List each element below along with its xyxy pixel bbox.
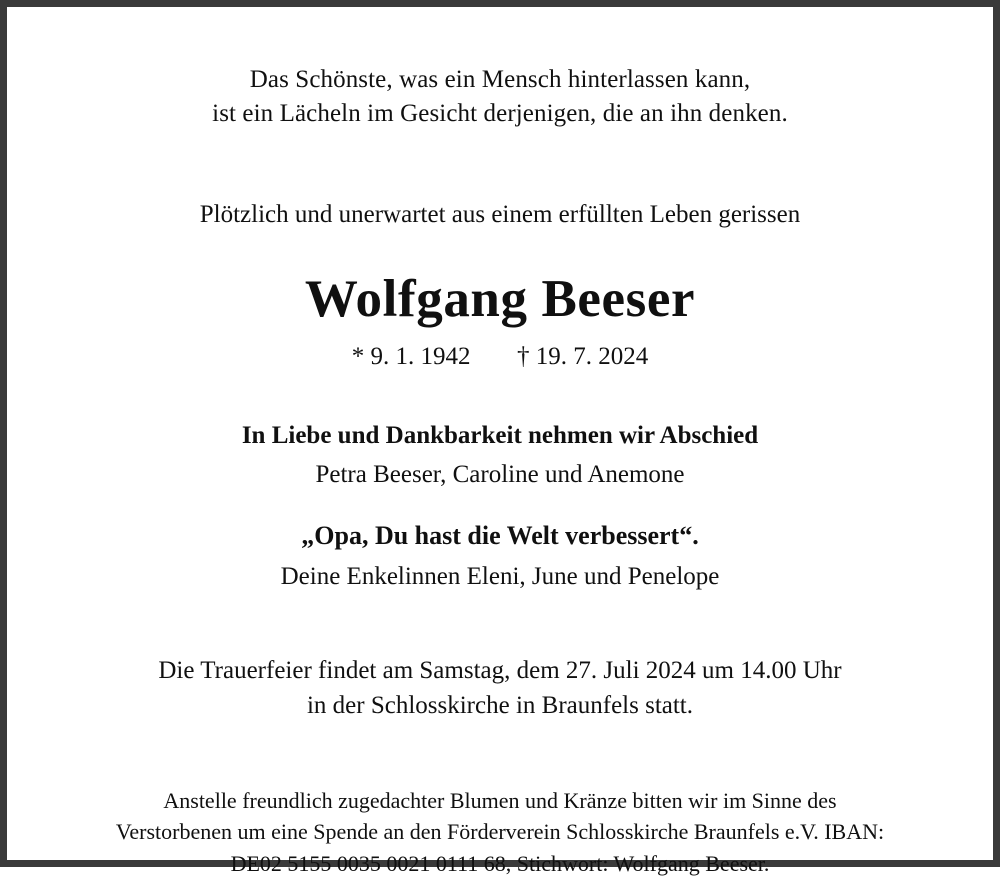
deceased-name: Wolfgang Beeser (304, 269, 696, 328)
grandchildren-quote: „Opa, Du hast die Welt verbessert“. (301, 521, 699, 551)
donation-request (67, 785, 933, 879)
funeral-details (67, 654, 933, 723)
intro-text: Plötzlich und unerwartet aus einem erfüllten Leben gerissen (199, 201, 801, 228)
life-dates (67, 342, 933, 372)
verse-line-1: Das Schönste, was ein Mensch hinterlassen kann, (249, 66, 751, 93)
verse-line-2: ist ein Lächeln im Gesicht derjenigen, die an ihn denken. (212, 100, 788, 127)
death-date: † 19. 7. 2024 (517, 342, 649, 370)
ceremony-line-2: in der Schlosskirche in Braunfels statt. (306, 691, 694, 719)
mourners-heading: In Liebe und Dankbarkeit nehmen wir Abschied (241, 421, 759, 449)
memorial-verse (67, 63, 933, 131)
mourners-names: Petra Beeser, Caroline und Anemone (315, 461, 685, 489)
grandchildren-names: Deine Enkelinnen Eleni, June und Penelope (280, 562, 720, 590)
donation-line-1: Anstelle freundlich zugedachter Blumen und Kränze bitten wir im Sinne des (163, 788, 837, 814)
birth-date: * 9. 1. 1942 (351, 342, 471, 370)
ceremony-line-1: Die Trauerfeier findet am Samstag, dem 27. Juli 2024 um 14.00 Uhr (158, 657, 842, 685)
donation-line-2: Verstorbenen um eine Spende an den Förderverein Schlosskirche Braunfels e.V. IBAN: (115, 819, 885, 845)
donation-line-3: DE02 5155 0035 0021 0111 68, Stichwort: Wolfgang Beeser. (230, 850, 770, 876)
